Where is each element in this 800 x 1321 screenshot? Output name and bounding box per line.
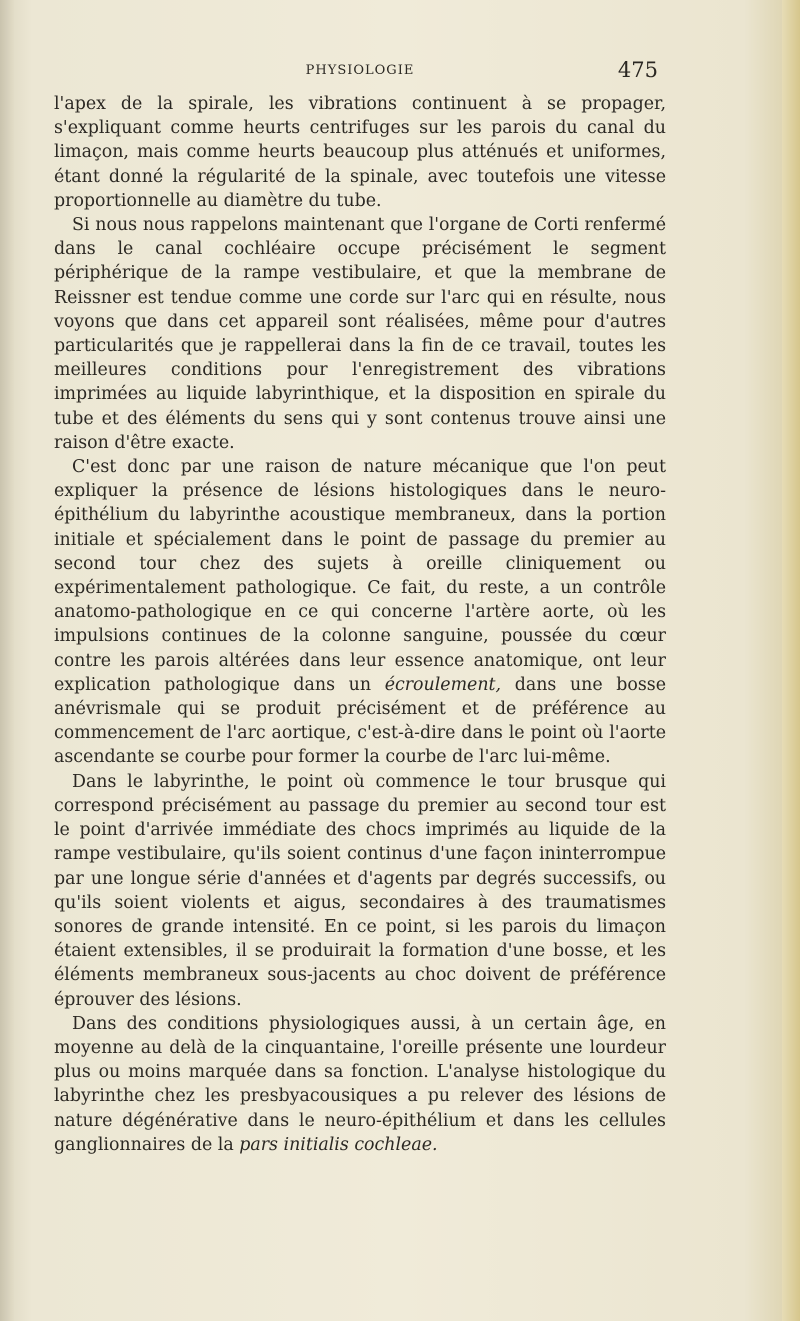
running-header [54,58,666,84]
paragraph-3-text-before: C'est donc par une raison de nature mécanique que l'on peut expliquer la présence de lésions histologiques dans le neuro-épithélium du labyrinthe acoustique membraneux, dans la portion initiale et spécialement dans le point de passage du premier au second tour chez des sujets à oreille cliniquement ou expérimentalement pathologique. Ce fait, du reste, a un contrôle anatomo-pathologique en ce qui concerne l'artère aorte, où les impulsions continues de la colonne sanguine, poussée du cœur contre les parois altérées dans leur essence anatomique, ont leur explication pathologique dans un [54,457,666,695]
paragraph-3 [54,455,666,770]
paragraph-5 [54,1012,666,1157]
paragraph-5-text-before: Dans des conditions physiologiques aussi, à un certain âge, en moyenne au delà de la cinquantaine, l'oreille présente une lourdeur plus ou moins marquée dans sa fonction. L'analyse histologique du labyrinthe chez les presbyacousiques a pu relever des lésions de nature dégénérative dans le neuro-épithélium et dans les cellules ganglionnaires de la [54,1013,666,1155]
page-edge-yellowing [782,0,800,1321]
page-number: 475 [617,58,658,82]
paragraph-1: l'apex de la spirale, les vibrations continuent à se propager, s'expliquant comme heurts centrifuges sur les parois du canal du limaçon, mais comme heurts beaucoup plus atténués et uniformes, étant donné la régularité de la spinale, avec toutefois une vitesse proportionnelle au diamètre du tube. [54,94,666,211]
page-gutter-shadow [0,0,14,1321]
paragraph-5-emphasis: pars initialis cochleae. [239,1134,438,1155]
running-head-title: PHYSIOLOGIE [305,63,415,78]
paragraph-3-emphasis: écroulement, [384,674,502,695]
paragraph-3-text-after: dans une bosse anévrismale qui se produit précisément et de préférence au commencement de l'arc aortique, c'est-à-dire dans le point où l'aorte ascendante se courbe pour former la courbe de l'arc lui-même. [54,674,666,768]
paragraph-2: Si nous nous rappelons maintenant que l'organe de Corti renfermé dans le canal cochléaire occupe précisément le segment périphérique de la rampe vestibulaire, et que la membrane de Reissner est tendue comme une corde sur l'arc qui en résulte, nous voyons que dans cet appareil sont réalisées, même pour d'autres particularités que je rappellerai dans la fin de ce travail, toutes les meilleures conditions pour l'enregistrement des vibrations imprimées au liquide labyrinthique, et la disposition en spirale du tube et des éléments du sens qui y sont contenus trouve ainsi une raison d'être exacte. [54,215,666,453]
paragraph-4: Dans le labyrinthe, le point où commence le tour brusque qui correspond précisément au passage du premier au second tour est le point d'arrivée immédiate des chocs imprimés au liquide de la rampe vestibulaire, qu'ils soient continus d'une façon ininterrompue par une longue série d'années et d'agents par degrés successifs, ou qu'ils soient violents et aigus, secondaires à des traumatismes sonores de grande intensité. En ce point, si les parois du limaçon étaient extensibles, il se produirait la formation d'une bosse, et les éléments membraneux sous-jacents au choc doivent de préférence éprouver des lésions. [54,771,666,1010]
body-text [54,92,666,1157]
